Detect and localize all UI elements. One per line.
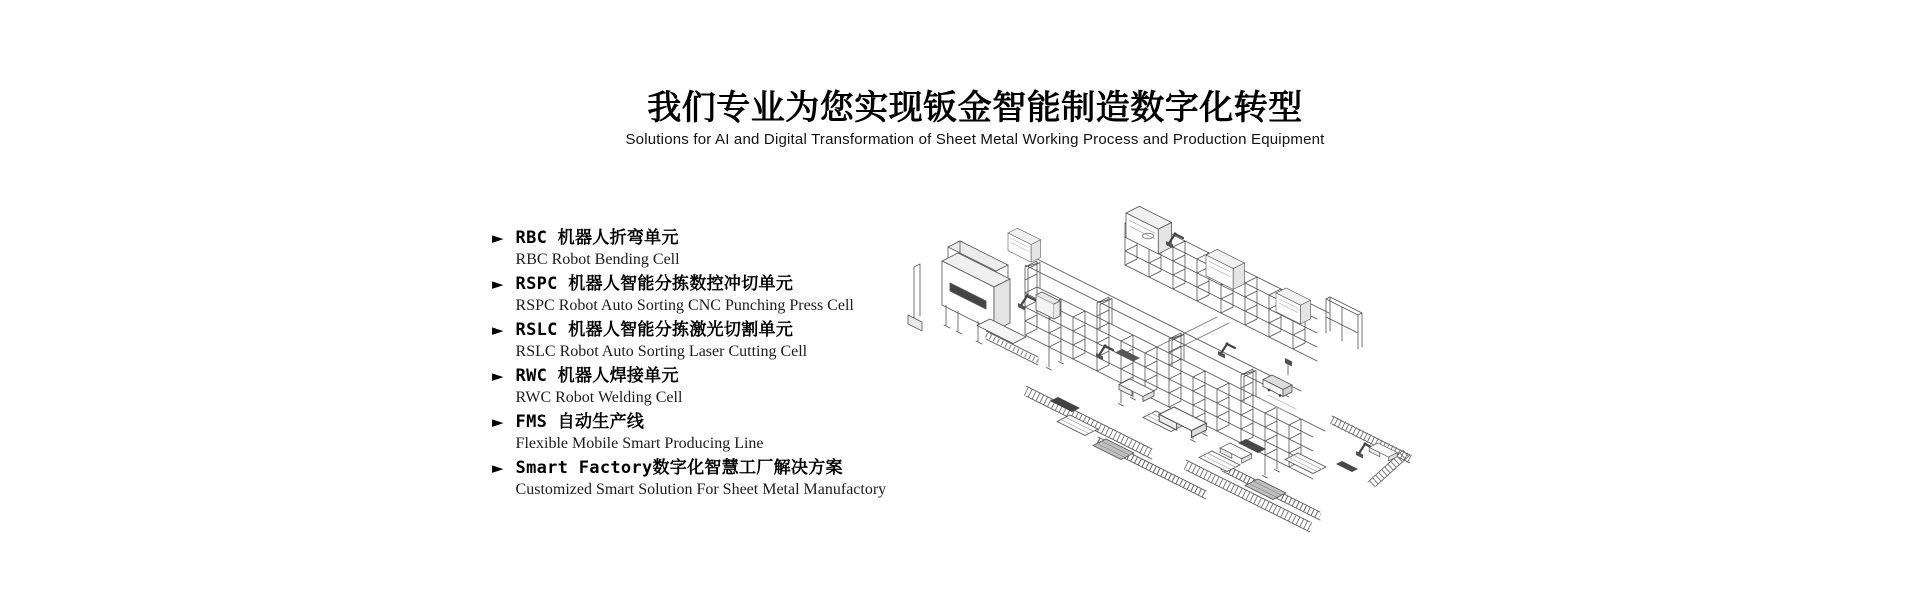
solution-item-en: Customized Smart Solution For Sheet Metal Manufactory bbox=[515, 481, 887, 498]
arrow-bullet-icon: ► bbox=[492, 459, 504, 477]
solution-item-zh: RSPC 机器人智能分拣数控冲切单元 bbox=[515, 274, 794, 294]
solution-item-en: Flexible Mobile Smart Producing Line bbox=[515, 435, 764, 452]
banner-subtitle: Solutions for AI and Digital Transformation of Sheet Metal Working Process and Production Equipment bbox=[625, 131, 1325, 148]
arrow-bullet-icon: ► bbox=[492, 413, 504, 431]
arrow-bullet-icon: ► bbox=[492, 229, 504, 247]
arrow-bullet-icon: ► bbox=[492, 275, 504, 293]
solution-item-en: RSPC Robot Auto Sorting CNC Punching Press Cell bbox=[515, 297, 854, 314]
arrow-bullet-icon: ► bbox=[492, 321, 504, 339]
solution-item-zh: RWC 机器人焊接单元 bbox=[515, 366, 679, 386]
solution-item-en: RBC Robot Bending Cell bbox=[515, 251, 680, 268]
banner-title: 我们专业为您实现钣金智能制造数字化转型 bbox=[647, 89, 1303, 127]
factory-line-illustration bbox=[890, 203, 1435, 538]
solution-item-en: RSLC Robot Auto Sorting Laser Cutting Cell bbox=[515, 343, 808, 360]
agv-cart bbox=[1260, 358, 1296, 413]
arrow-bullet-icon: ► bbox=[492, 367, 504, 385]
solution-item-zh: RSLC 机器人智能分拣激光切割单元 bbox=[515, 320, 794, 340]
solution-item-zh: FMS 自动生产线 bbox=[515, 412, 645, 432]
solution-item-en: RWC Robot Welding Cell bbox=[515, 389, 683, 406]
crane-masts bbox=[1025, 259, 1301, 403]
solution-item-zh: Smart Factory数字化智慧工厂解决方案 bbox=[515, 458, 843, 478]
solution-item-zh: RBC 机器人折弯单元 bbox=[515, 228, 679, 248]
banner-header bbox=[475, 88, 1475, 148]
portal-frame bbox=[1326, 297, 1362, 349]
